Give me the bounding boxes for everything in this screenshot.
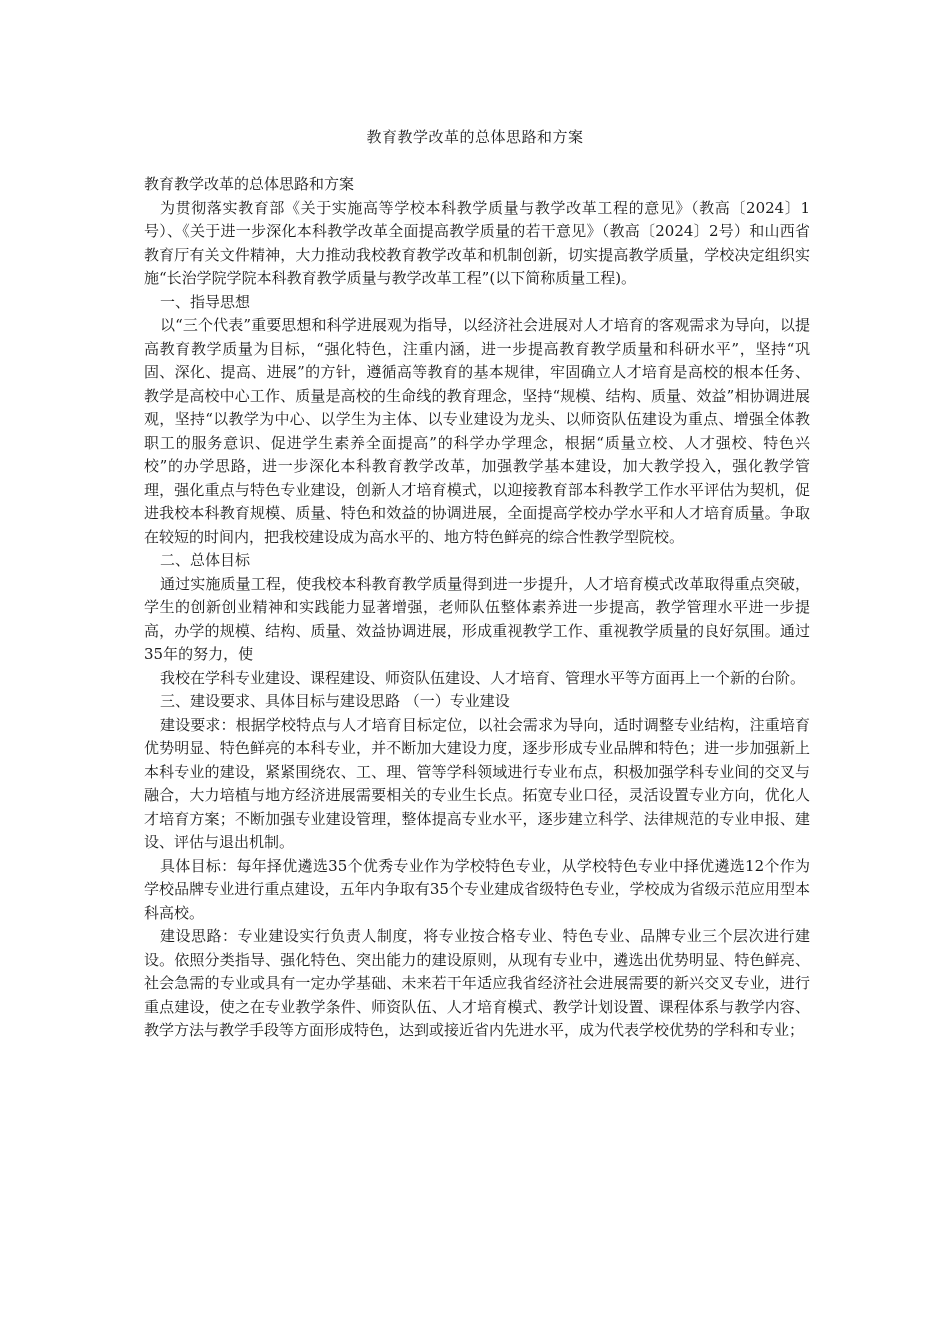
paragraph-specific-goals: 具体目标：每年择优遴选35个优秀专业作为学校特色专业，从学校特色专业中择优遴选12个作为学校品牌专业进行重点建设，五年内争取有35个专业建成省级特色专业，学校成为省级示范应用型本科高校。 (144, 856, 810, 922)
paragraph-heading: 教育教学改革的总体思路和方案 (144, 175, 355, 193)
paragraph-overall-goal-continued: 我校在学科专业建设、课程建设、师资队伍建设、人才培育、管理水平等方面再上一个新的台阶。 (160, 668, 806, 687)
document-body (144, 173, 810, 1043)
section-heading-construction: 三、建设要求、具体目标与建设思路 （一）专业建设 (160, 692, 510, 710)
section-heading-guiding-ideology: 一、指导思想 (160, 292, 251, 311)
document-title: 教育教学改革的总体思路和方案 (366, 128, 584, 146)
section-heading-overall-goal: 二、总体目标 (160, 551, 251, 569)
paragraph-overall-goal: 通过实施质量工程，使我校本科教育教学质量得到进一步提升，人才培育模式改革取得重点突破，学生的创新创业精神和实践能力显著增强，老师队伍整体素养进一步提高，教学管理水平进一步提高，办学的规模、结构、质量、效益协调进展，形成重视教学工作、重视教学质量的良好氛围。通过35年的努力，使 (144, 574, 810, 663)
paragraph-construction-ideas: 建设思路：专业建设实行负责人制度，将专业按合格专业、特色专业、品牌专业三个层次进行建设。依照分类指导、强化特色、突出能力的建设原则，从现有专业中，遴选出优势明显、特色鲜亮、社会急需的专业或具有一定办学基础、未来若干年适应我省经济社会进展需要的新兴交叉专业，进行重点建设，使之在专业教学条件、师资队伍、人才培育模式、教学计划设置、课程体系与教学内容、教学方法与教学手段等方面形成特色，达到或接近省内先进水平，成为代表学校优势的学科和专业； (144, 927, 810, 1039)
paragraph-intro: 为贯彻落实教育部《关于实施高等学校本科教学质量与教学改革工程的意见》（教高〔2024〕1号）、《关于进一步深化本科教学改革全面提高教学质量的若干意见》（教高〔2024〕2号）和山西省教育厅有关文件精神，大力推动我校教育教学改革和机制创新，切实提高教学质量，学校决定组织实施“长治学院学院本科教育教学质量与教学改革工程”(以下简称质量工程)。 (144, 198, 810, 287)
paragraph-guiding-ideology: 以“三个代表”重要思想和科学进展观为指导，以经济社会进展对人才培育的客观需求为导向，以提高教育教学质量为目标，“强化特色，注重内涵，进一步提高教育教学质量和科研水平”，坚持“巩固、深化、提高、进展”的方针，遵循高等教育的基本规律，牢固确立人才培育是高校的根本任务、教学是高校中心工作、质量是高校的生命线的教育理念，坚持“规模、结构、质量、效益”相协调进展观，坚持“以教学为中心、以学生为主体、以专业建设为龙头、以师资队伍建设为重点、增强全体教职工的服务意识、促进学生素养全面提高”的科学办学理念，根据“质量立校、人才强校、特色兴校”的办学思路，进一步深化本科教育教学改革，加强教学基本建设，加大教学投入，强化教学管理，强化重点与特色专业建设，创新人才培育模式，以迎接教育部本科教学工作水平评估为契机，促进我校本科教育规模、质量、特色和效益的协调进展，全面提高学校办学水平和人才培育质量。争取在较短的时间内，把我校建设成为高水平的、地方特色鲜亮的综合性教学型院校。 (144, 316, 810, 546)
paragraph-construction-requirements: 建设要求：根据学校特点与人才培育目标定位，以社会需求为导向，适时调整专业结构，注重培育优势明显、特色鲜亮的本科专业，并不断加大建设力度，逐步形成专业品牌和特色；进一步加强新上本科专业的建设，紧紧围绕农、工、理、管等学科领域进行专业布点，积极加强学科专业间的交叉与融合，大力培植与地方经济进展需要相关的专业生长点。拓宽专业口径，灵活设置专业方向，优化人才培育方案；不断加强专业建设管理，整体提高专业水平，逐步建立科学、法律规范的专业申报、建设、评估与退出机制。 (144, 715, 810, 851)
